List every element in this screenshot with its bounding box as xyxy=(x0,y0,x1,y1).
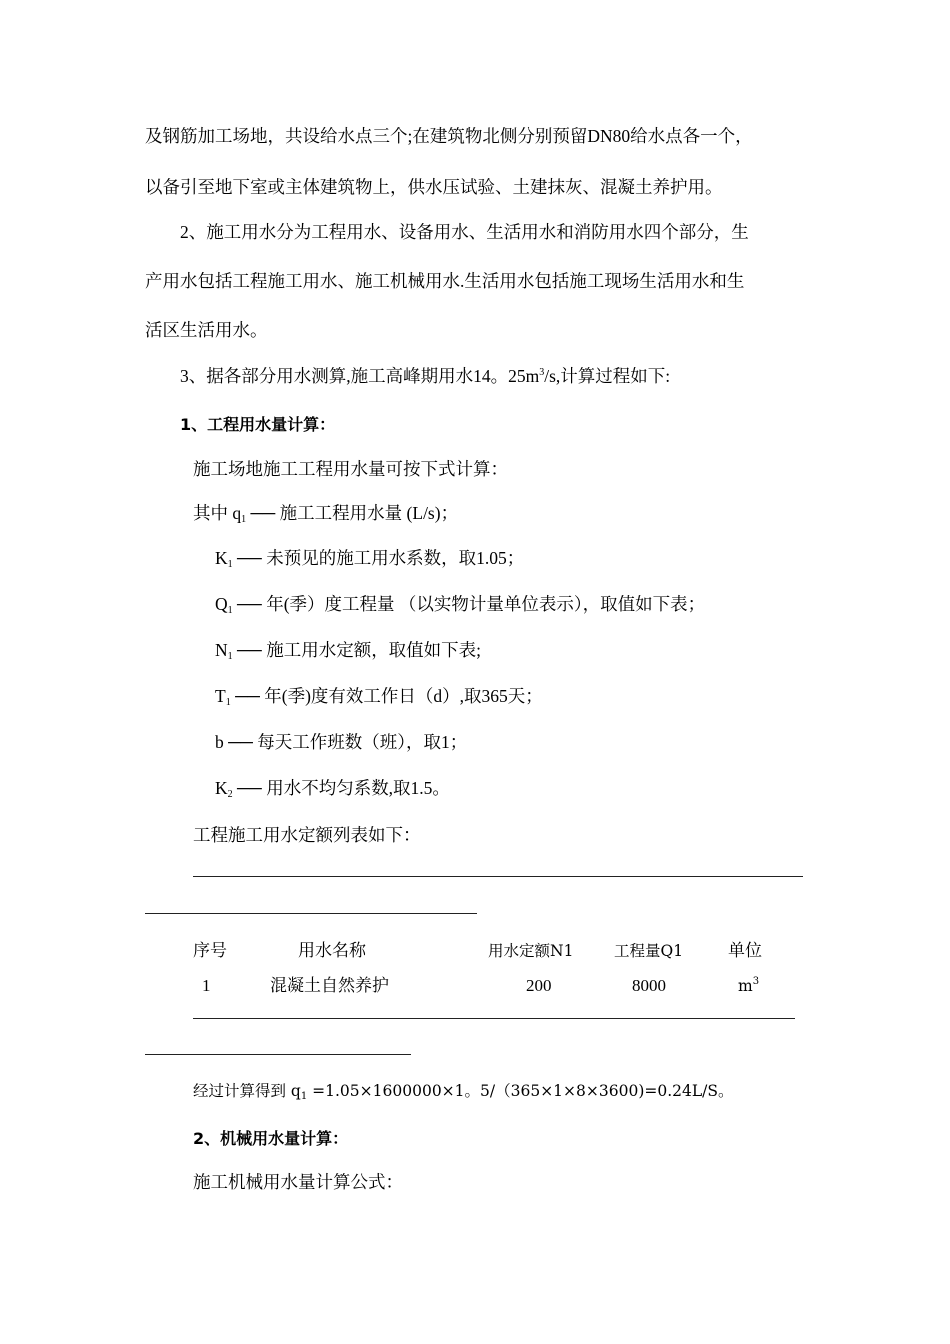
table-rule-bottom xyxy=(193,1018,795,1019)
table-header-index: 序号 xyxy=(193,941,227,960)
param-line xyxy=(215,546,524,570)
text-run: 其中 q xyxy=(193,503,242,523)
paragraph-line: 以备引至地下室或主体建筑物上，供水压试验、土建抹灰、混凝土养护用。 xyxy=(145,177,723,197)
subscript: 1 xyxy=(225,697,231,708)
param-line xyxy=(215,638,481,662)
subscript: 1 xyxy=(300,1091,308,1102)
paragraph-line: 2、施工用水分为工程用水、设备用水、生活用水和消防用水四个部分，生 xyxy=(180,222,749,242)
param-symbol: T xyxy=(215,686,226,706)
subscript: 1 xyxy=(227,651,233,662)
param-desc: ── 施工用水定额，取值如下表; xyxy=(232,640,482,660)
table-cell-quota: 200 xyxy=(526,976,552,995)
param-symbol: b xyxy=(215,732,224,752)
section-heading: 2、机械用水量计算： xyxy=(193,1129,349,1148)
param-desc: ── 年(季)度有效工作日（d）,取365天； xyxy=(230,686,543,706)
subscript: 1 xyxy=(227,559,233,570)
table-header-name: 用水名称 xyxy=(298,941,366,960)
table-header-quota: 用水定额N1 xyxy=(488,942,574,960)
param-symbol: Q xyxy=(215,594,228,614)
superscript: 3 xyxy=(752,976,760,987)
table-rule-bottom-cont xyxy=(145,1054,411,1055)
paragraph-line: 活区生活用水。 xyxy=(145,320,268,340)
table-rule-top-cont xyxy=(145,913,477,914)
param-line xyxy=(215,684,543,708)
text-run: 经过计算得到 q xyxy=(193,1082,301,1100)
table-cell-quantity: 8000 xyxy=(632,976,666,995)
param-desc: ── 用水不均匀系数,取1.5。 xyxy=(232,778,450,798)
text-run: 3、据各部分用水测算,施工高峰期用水14。25m xyxy=(180,366,540,386)
param-symbol: N xyxy=(215,640,228,660)
text-run: m xyxy=(738,977,753,995)
param-desc: ── 未预见的施工用水系数，取1.05； xyxy=(232,548,525,568)
text-run: ── 施工工程用水量 (L/s)； xyxy=(246,503,459,523)
table-caption: 工程施工用水定额列表如下： xyxy=(193,825,421,845)
table-header-quantity: 工程量Q1 xyxy=(614,942,684,960)
param-symbol: K xyxy=(215,778,228,798)
calc-result xyxy=(193,1079,734,1103)
subscript: 2 xyxy=(227,789,233,800)
table-rule-top xyxy=(193,876,803,877)
param-line xyxy=(215,730,467,754)
param-line xyxy=(215,592,705,616)
text-run: =1.05×1600000×1。5/（365×1×8×3600)=0.24L/S。 xyxy=(307,1082,734,1100)
text-run: /s,计算过程如下: xyxy=(544,366,671,386)
subscript: 1 xyxy=(227,605,233,616)
table-cell-index: 1 xyxy=(202,976,211,995)
superscript: 3 xyxy=(539,367,545,378)
param-symbol: K xyxy=(215,548,228,568)
paragraph-line: 施工机械用水量计算公式： xyxy=(193,1172,403,1192)
formula-where xyxy=(193,501,458,525)
table-cell-unit xyxy=(738,974,759,998)
paragraph-line: 施工场地施工工程用水量可按下式计算： xyxy=(193,459,508,479)
paragraph-line: 及钢筋加工场地，共设给水点三个;在建筑物北侧分别预留DN80给水点各一个， xyxy=(145,126,753,146)
param-desc: ── 每天工作班数（班），取1； xyxy=(223,732,468,752)
paragraph-line: 产用水包括工程施工用水、施工机械用水.生活用水包括施工现场生活用水和生 xyxy=(145,271,745,291)
param-desc: ── 年(季）度工程量 （以实物计量单位表示），取值如下表； xyxy=(232,594,706,614)
paragraph-line xyxy=(180,364,670,388)
subscript: 1 xyxy=(241,514,247,525)
section-heading: 1、工程用水量计算： xyxy=(180,415,336,434)
table-cell-name: 混凝土自然养护 xyxy=(270,976,389,995)
param-line xyxy=(215,776,450,800)
table-header-unit: 单位 xyxy=(728,941,762,960)
